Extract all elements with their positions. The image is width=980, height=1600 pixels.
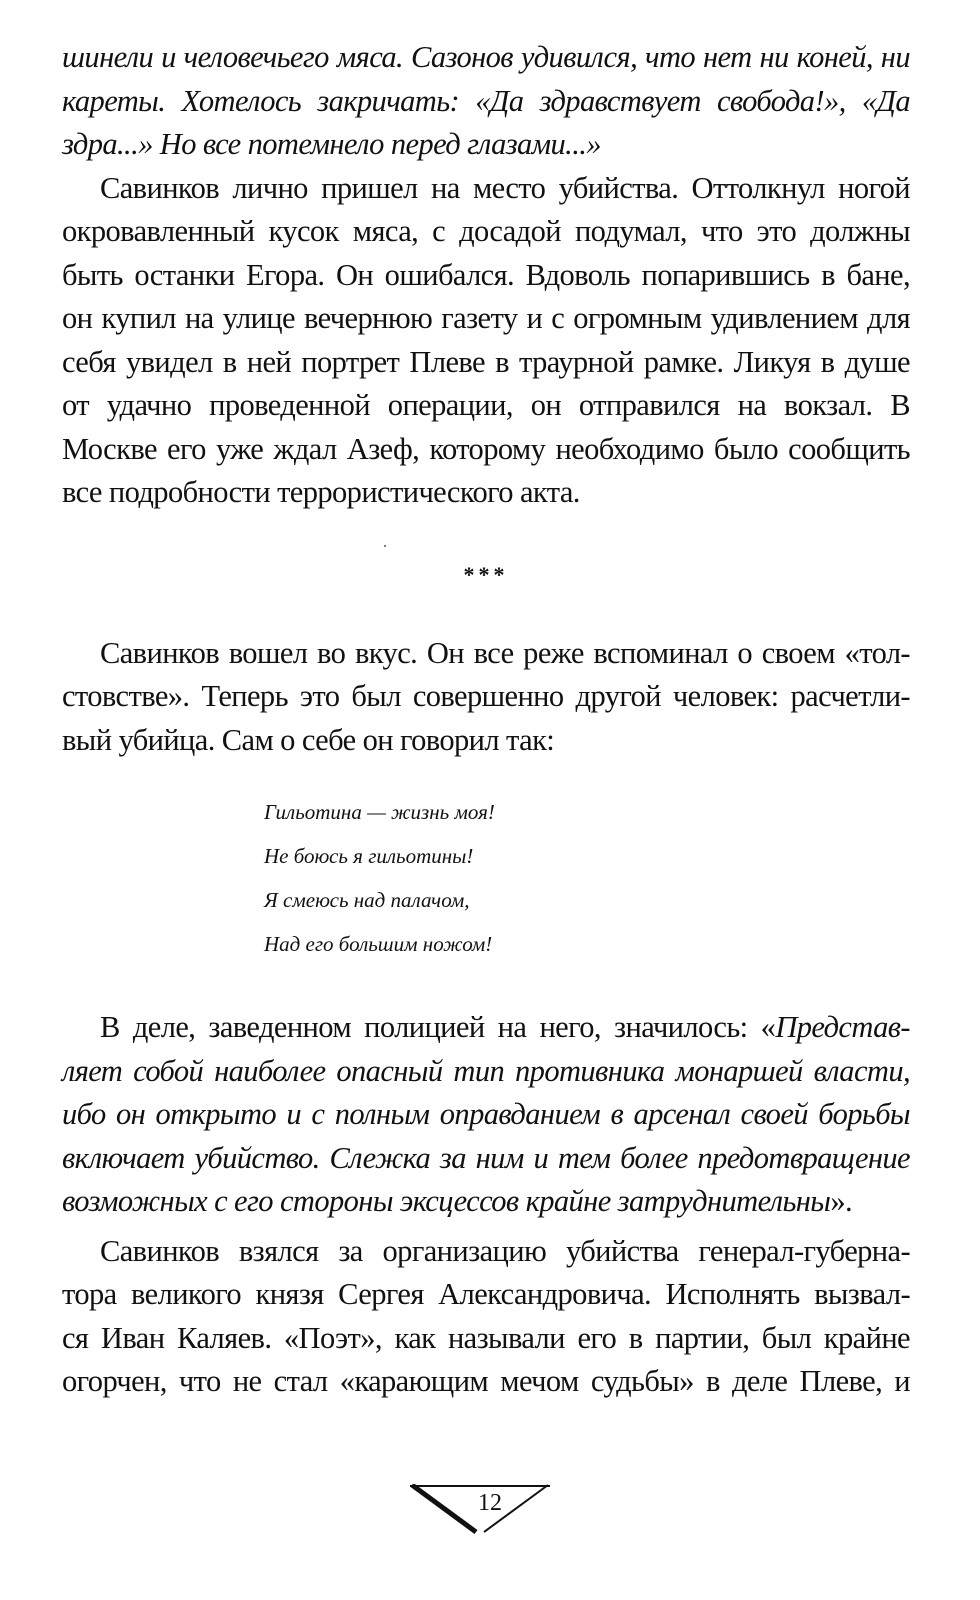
poem-line: Не боюсь я гильотины! [264, 844, 474, 868]
book-page [62, 36, 910, 1404]
poem-line: Над его большим ножом! [264, 932, 493, 956]
poem-line: Гильотина — жизнь моя! [264, 800, 495, 824]
text-line: ибо он открыто и с полным оправданием в арсенал своей борьбы [62, 1097, 910, 1131]
text-line: он купил на улице вечернюю газету и с огромным удивлением для [62, 301, 910, 335]
text-line: кареты. Хотелось закричать: «Да здравствует свобода!», «Да [62, 83, 910, 118]
paragraph [62, 1230, 910, 1404]
text-line: себя увидел в ней портрет Плеве в траурной рамке. Ликуя в душе [62, 344, 910, 379]
text-line: Савинков взялся за организацию убийства генерал-губерна- [100, 1233, 910, 1268]
text-line: ляет собой наиболее опасный тип противника монаршей власти, [62, 1053, 910, 1088]
text-line: ся Иван Каляев. «Поэт», как называли его в партии, был крайне [62, 1320, 910, 1355]
text-line: от удачно проведенной операции, он отправился на вокзал. В [62, 388, 910, 422]
text-line [62, 1006, 910, 1050]
text-line: огорчен, что не стал «карающим мечом судьбы» в деле Плеве, и [62, 1364, 910, 1398]
text-line: Савинков вошел во вкус. Он все реже вспоминал о своем «тол- [100, 635, 910, 670]
paragraph [62, 167, 910, 515]
poem-line: Я смеюсь над палачом, [264, 888, 470, 912]
text-line: стовстве». Теперь это был совершенно другой человек: расчетли- [62, 679, 910, 713]
section-separator: *** [463, 561, 509, 587]
text-line: окровавленный кусок мяса, с досадой подумал, что это должны [62, 214, 910, 248]
text-italic: возможных с его стороны эксцессов крайне затруднительны [62, 1184, 831, 1218]
text-line: шинели и человечьего мяса. Сазонов удивился, что нет ни коней, ни [62, 40, 910, 74]
text-roman: В деле, заведенном полицией на него, значилось: « [100, 1010, 776, 1044]
scan-speck [384, 545, 386, 547]
page-number: 12 [478, 1490, 502, 1516]
text-line: включает убийство. Слежка за ним и тем более предотвращение [62, 1140, 910, 1175]
text-line: здра...» Но все потемнело перед глазами...» [62, 127, 601, 161]
page-footer [0, 1484, 980, 1544]
text-italic: Представ- [775, 1010, 910, 1044]
text-line: вый убийца. Сам о себе он говорил так: [62, 722, 555, 757]
quote-continuation [62, 36, 910, 167]
text-line: Москве его уже ждал Азеф, которому необходимо было сообщить [62, 431, 910, 466]
text-line: все подробности террористического акта. [62, 475, 580, 509]
text-line: Савинков лично пришел на место убийства. Оттолкнул ногой [100, 170, 910, 205]
text-line [62, 1180, 910, 1224]
paragraph [62, 632, 910, 763]
paragraph-police-file [62, 1006, 910, 1224]
text-line: тора великого князя Сергея Александровича. Исполнять вызвал- [62, 1277, 910, 1311]
poem [264, 790, 910, 966]
text-roman: ». [830, 1184, 853, 1218]
text-line: быть останки Егора. Он ошибался. Вдоволь попарившись в бане, [62, 257, 910, 292]
